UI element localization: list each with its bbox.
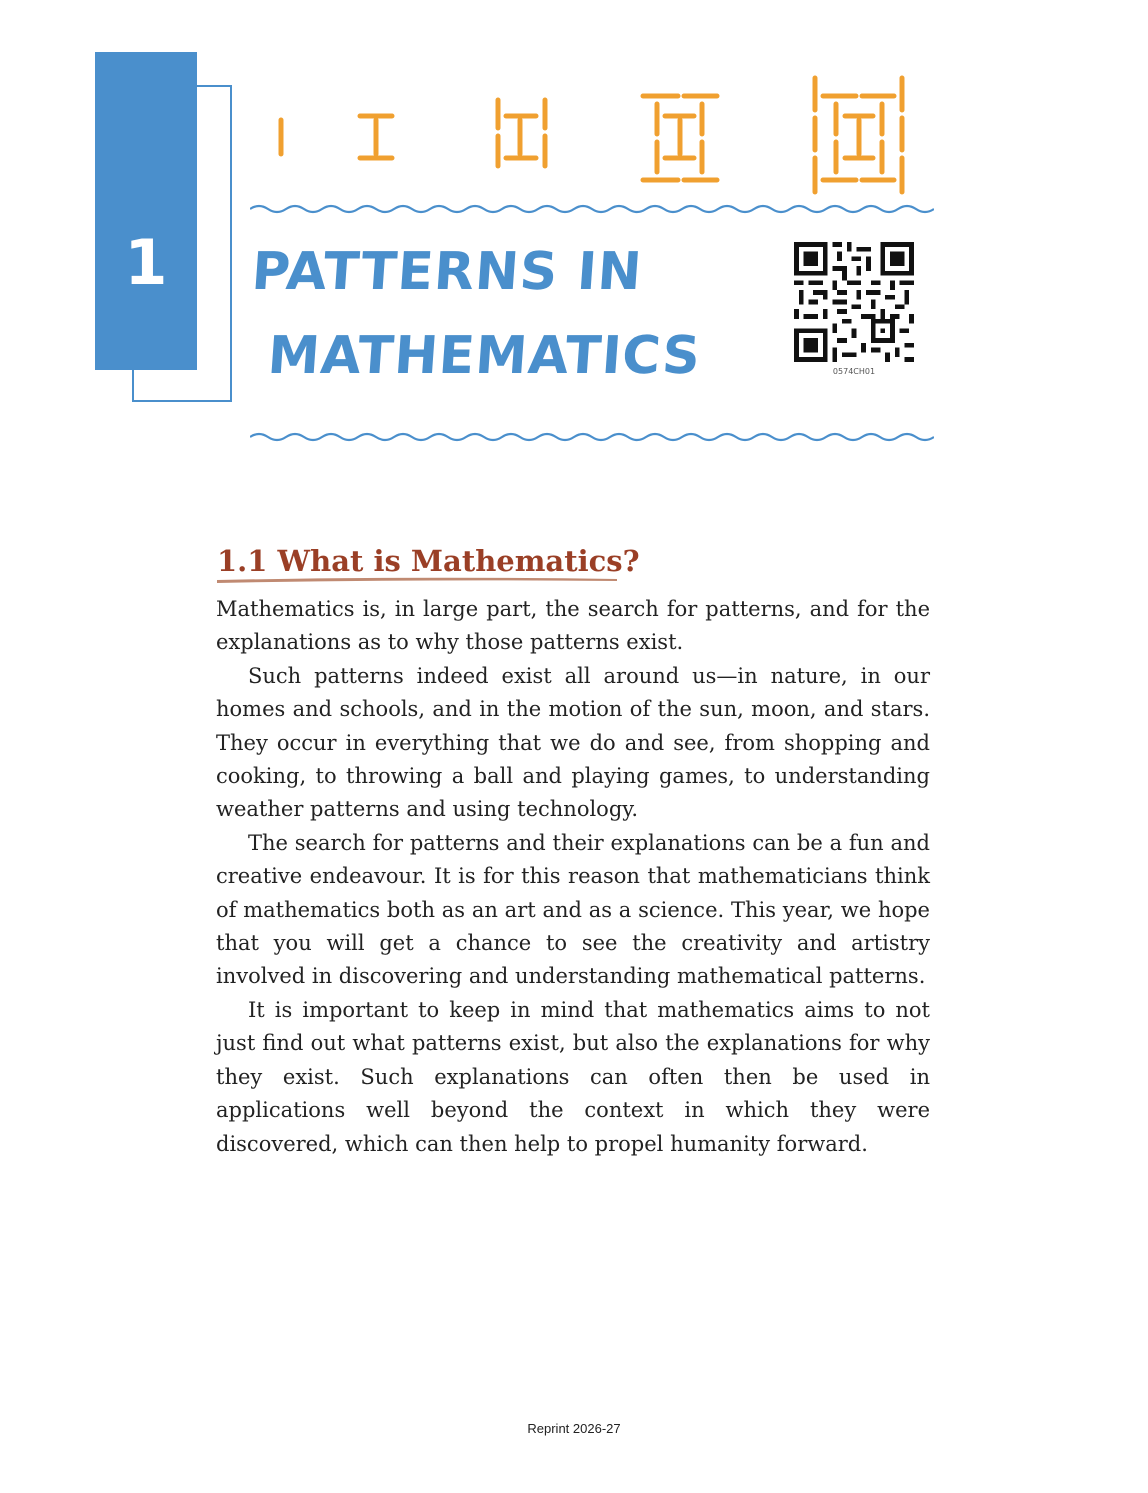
section-body	[216, 593, 930, 1161]
reprint-footer: Reprint 2026-27	[527, 1421, 621, 1436]
section-heading: 1.1 What is Mathematics?	[217, 544, 640, 578]
paragraph: The search for patterns and their explanations can be a fun and creative endeavour. It is for this reason that mathematicians think of mathematics both as an art and as a science. This year, we hope that you will get a chance to see the creativity and artistry involved in discovering and understanding mathematical patterns.	[216, 830, 930, 989]
chapter-title-line-1: PATTERNS IN	[249, 242, 645, 302]
paragraph: Mathematics is, in large part, the search for patterns, and for the explanations as to why those patterns exist.	[216, 597, 930, 655]
chapter-title-line-2: MATHEMATICS	[265, 326, 703, 386]
heading-underline	[217, 576, 617, 584]
qr-code-label: 0574CH01	[832, 367, 876, 376]
wave-divider-top	[250, 202, 934, 216]
chapter-number: 1	[124, 226, 168, 299]
chapter-number-frame-edge	[132, 370, 134, 402]
paragraph: Such patterns indeed exist all around us—in nature, in our homes and schools, and in the motion of the sun, moon, and stars. They occur in everything that we do and see, from shopping and cooking, to throwing a ball and playing games, to understanding weather patterns and using technology.	[216, 663, 930, 822]
paragraph: It is important to keep in mind that mathematics aims to not just find out what patterns exist, but also the explanations for why they exist. Such explanations can often then be used in applications well beyond the context in which they were discovered, which can then help to propel humanity forward.	[216, 997, 930, 1156]
wave-divider-bottom	[250, 430, 934, 444]
matchstick-pattern-illustration	[0, 0, 1148, 200]
qr-code-image	[794, 242, 914, 362]
